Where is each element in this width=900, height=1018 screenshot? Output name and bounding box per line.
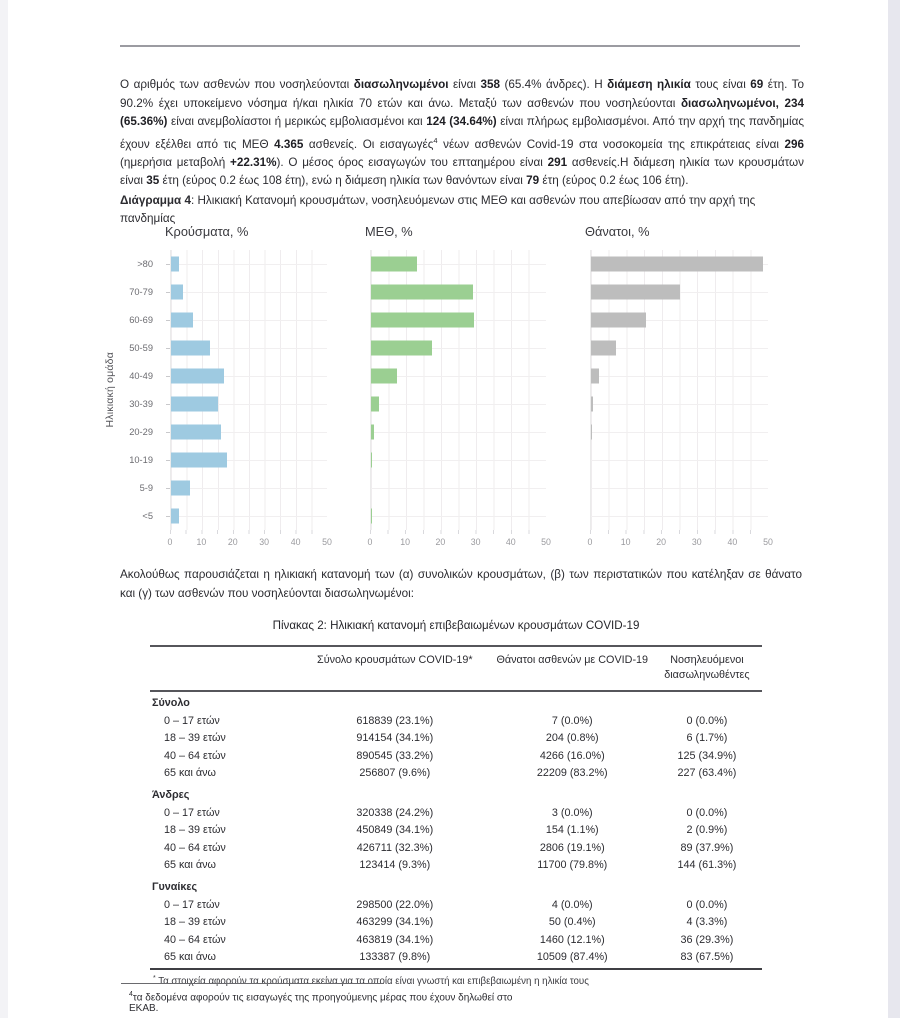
footnote-text: $^4$τα δεδομένα αφορούν τις εισαγωγές της προηγούμενης μέρας που έχουν δηλωθεί στο ΕΚΑΒ. (129, 991, 513, 1015)
y-tick (166, 432, 170, 433)
y-tick (166, 460, 170, 461)
y-tick (166, 348, 170, 349)
table-cell: 7 (0.0%) (551, 714, 593, 727)
chart-row (591, 390, 768, 418)
table-cell: 36 (29.3%) (680, 933, 734, 946)
bar (591, 369, 599, 384)
bar (591, 341, 616, 356)
y-tick (166, 292, 170, 293)
chart-plot (590, 250, 768, 530)
table-footnote: * Τα στοιχεία αφορούν τα κρούσματα εκείνα για τα οποία είναι γνωστή και επιβεβαιωμένη η ηλικία τους (153, 975, 589, 988)
x-tick-label: 50 (763, 537, 773, 547)
chart-row (591, 502, 768, 530)
bar (171, 425, 221, 440)
chart-row (591, 306, 768, 334)
chart-plot (170, 250, 327, 530)
table-cell: 463819 (34.1%) (356, 933, 434, 946)
table-section-label: Σύνολο (152, 697, 190, 710)
x-tick-label: 0 (167, 537, 173, 547)
table-row (150, 839, 762, 856)
y-axis-category-label: 5-9 (139, 483, 153, 493)
table-row-label: 0 – 17 ετών (164, 898, 220, 911)
table-section (150, 619, 762, 987)
table-cell: 2806 (19.1%) (539, 841, 605, 854)
chart-row (591, 446, 768, 474)
table-row-label: 65 και άνω (164, 858, 216, 871)
bar (371, 313, 474, 328)
table-cell: 125 (34.9%) (677, 749, 737, 762)
y-axis-category-label: 30-39 (129, 399, 153, 409)
table-cell: 89 (37.9%) (680, 841, 734, 854)
table-cell: 914154 (34.1%) (356, 732, 434, 745)
table-row-label: 18 – 39 ετών (164, 916, 226, 929)
table-row (150, 931, 762, 948)
y-axis-category-labels (120, 250, 160, 530)
x-tick-label: 40 (727, 537, 738, 547)
page-footnote (121, 983, 541, 1014)
table-cell: 0 (0.0%) (686, 806, 728, 819)
y-tick (166, 320, 170, 321)
x-tick-label: 30 (691, 537, 702, 547)
chart-title: Θάνατοι, % (585, 224, 650, 239)
table-cell: 0 (0.0%) (686, 898, 728, 911)
x-tick-label: 10 (620, 537, 631, 547)
table-cell: 11700 (79.8%) (537, 858, 608, 871)
table-section-label: Άνδρες (152, 789, 190, 802)
table-section-row (150, 784, 762, 804)
table-cell: 4266 (16.0%) (539, 749, 605, 762)
table-column-header: Θάνατοι ασθενών με COVID-19 (493, 646, 652, 691)
x-tick-label: 0 (367, 537, 373, 547)
chart-icu (365, 224, 551, 551)
table-cell: 227 (63.4%) (677, 766, 737, 779)
x-tick-label: 20 (227, 537, 238, 547)
table-cell: 154 (1.1%) (545, 824, 599, 837)
x-tick-label: 40 (290, 537, 301, 547)
bar (371, 257, 417, 272)
x-tick-label: 30 (259, 537, 270, 547)
diagram-caption: Διάγραμμα 4: Ηλικιακή Κατανομή κρουσμάτων, νοσηλευόμενων στις ΜΕΘ και ασθενών που απεβίωσαν από την αρχή της πανδημίας (120, 193, 756, 226)
table-cell: 144 (61.3%) (677, 858, 737, 871)
bar (371, 285, 473, 300)
table-cell: 3 (0.0%) (551, 806, 593, 819)
chart-row (591, 334, 768, 362)
x-axis-ticks (370, 530, 546, 534)
table-row (150, 856, 762, 876)
table-cell: 10509 (87.4%) (536, 950, 608, 963)
bar (171, 453, 227, 468)
bar (171, 341, 210, 356)
x-tick-label: 20 (656, 537, 667, 547)
chart-title: ΜΕΘ, % (365, 224, 413, 239)
chart-row (171, 502, 327, 530)
table-title: Πίνακας 2: Ηλικιακή κατανομή επιβεβαιωμένων κρουσμάτων COVID-19 (272, 619, 640, 632)
header-separator-line (120, 45, 800, 47)
table-cell: 2 (0.9%) (686, 824, 728, 837)
table-cell: 204 (0.8%) (545, 732, 599, 745)
x-tick-label: 10 (196, 537, 207, 547)
chart-row (171, 306, 327, 334)
table-row (150, 712, 762, 729)
chart-row (171, 334, 327, 362)
chart-row (371, 334, 546, 362)
chart-row (371, 362, 546, 390)
x-axis-tick-labels (167, 537, 332, 551)
chart-row (371, 390, 546, 418)
table-cell: 50 (0.4%) (548, 916, 596, 929)
x-tick-label: 40 (505, 537, 516, 547)
bar (591, 257, 763, 272)
age-distribution-table (150, 645, 762, 970)
table-row-label: 65 και άνω (164, 766, 216, 779)
table-cell: 426711 (32.3%) (356, 841, 433, 854)
chart-row (371, 446, 546, 474)
bar (371, 341, 432, 356)
table-row (150, 822, 762, 839)
table-column-header (150, 646, 297, 691)
bar (171, 257, 179, 272)
table-row (150, 948, 762, 969)
chart-row (171, 250, 327, 278)
table-cell: 1460 (12.1%) (539, 933, 605, 946)
table-cell: 450849 (34.1%) (356, 824, 434, 837)
bar (171, 481, 190, 496)
chart-row (371, 474, 546, 502)
table-cell: 0 (0.0%) (686, 714, 728, 727)
bar (371, 425, 374, 440)
y-axis-category-label: 50-59 (129, 343, 153, 353)
table-row-label: 40 – 64 ετών (164, 749, 226, 762)
y-axis-category-label: 70-79 (129, 287, 153, 297)
x-axis-ticks (590, 530, 768, 534)
table-cell: 133387 (9.8%) (359, 950, 431, 963)
x-axis-ticks (170, 530, 327, 534)
chart-row (171, 474, 327, 502)
bar (591, 397, 593, 412)
table-cell: 298500 (22.0%) (356, 898, 434, 911)
table-cell: 4 (3.3%) (686, 916, 728, 929)
table-column-header: Σύνολο κρουσμάτων COVID-19* (297, 646, 493, 691)
table-row-label: 65 και άνω (164, 950, 216, 963)
charts-area (104, 224, 820, 554)
x-axis-tick-labels (587, 537, 773, 551)
bar (371, 397, 379, 412)
chart-row (591, 362, 768, 390)
bar (171, 397, 218, 412)
chart-title: Κρούσματα, % (165, 224, 249, 239)
y-axis-category-label: <5 (142, 511, 153, 521)
chart-row (371, 278, 546, 306)
table-cell: 22209 (83.2%) (536, 766, 608, 779)
intro-text-block (120, 76, 804, 229)
table-row-label: 0 – 17 ετών (164, 806, 220, 819)
chart-row (371, 250, 546, 278)
chart-row (171, 362, 327, 390)
chart-row (591, 250, 768, 278)
table-section-label: Γυναίκες (152, 881, 198, 894)
y-axis-title: Ηλικιακή ομάδα (104, 352, 116, 428)
table-row-label: 40 – 64 ετών (164, 841, 226, 854)
page-right-edge-shade (888, 0, 900, 1018)
table-row (150, 896, 762, 913)
y-axis-category-label: 10-19 (129, 455, 153, 465)
bar (591, 285, 680, 300)
middle-paragraph: Ακολούθως παρουσιάζεται η ηλικιακή κατανομή των (α) συνολικών κρουσμάτων, (β) των περιστατικών που κατέληξαν σε θάνατο και (γ) των ασθενών που νοσηλεύονται διασωληνωμένοι: (120, 568, 802, 600)
y-tick (166, 516, 170, 517)
chart-row (171, 278, 327, 306)
table-header-row (150, 646, 762, 691)
chart-row (591, 418, 768, 446)
table-cell: 618839 (23.1%) (356, 714, 434, 727)
chart-row (171, 446, 327, 474)
chart-row (591, 278, 768, 306)
table-row (150, 730, 762, 747)
table-row (150, 764, 762, 784)
y-axis-category-label: 60-69 (129, 315, 153, 325)
bar (171, 313, 193, 328)
intro-paragraph: Ο αριθμός των ασθενών που νοσηλεύονται διασωληνωμένοι είναι 358 (65.4% άνδρες). Η διάμεση ηλικία τους είναι 69 έτη. Το 90.2% έχει υποκείμενο νόσημα ή/και ηλικία 70 ετών και άνω. Μεταξύ των ασθενών που νοσηλεύονται διασωληνωμένοι, 234 (65.36%) είναι ανεμβολίαστοι ή μερικώς εμβολιασμένοι και 124 (34.64%) είναι πλήρως εμβολιασμένοι. Από την αρχή της πανδημίας έχουν εξέλθει από τις ΜΕΘ 4.365 ασθενείς. Οι εισαγωγές$^4$ νέων ασθενών Covid-19 στα νοσοκομεία της επικράτειας είναι 296 (ημερήσια μεταβολή +22.31%). Ο μέσος όρος εισαγωγών του επταημέρου είναι 291 ασθενείς.Η διάμεση ηλικία των κρουσμάτων είναι 35 έτη (εύρος 0.2 έως 108 έτη), ενώ η διάμεση ηλικία των θανόντων είναι 79 έτη (εύρος 0.2 έως 106 έτη). (120, 78, 804, 188)
table-cell: 4 (0.0%) (551, 898, 593, 911)
table-section-row (150, 691, 762, 712)
chart-plot (370, 250, 546, 530)
y-axis-category-label: 40-49 (129, 371, 153, 381)
x-tick-label: 50 (541, 537, 551, 547)
chart-row (591, 474, 768, 502)
table-row-label: 18 – 39 ετών (164, 732, 226, 745)
bar (371, 369, 397, 384)
y-tick (166, 264, 170, 265)
table-cell: 123414 (9.3%) (359, 858, 431, 871)
chart-row (371, 502, 546, 530)
x-tick-label: 0 (587, 537, 593, 547)
chart-row (371, 418, 546, 446)
chart-deaths (585, 224, 773, 551)
page-left-edge-shade (0, 0, 8, 1018)
table-cell: 463299 (34.1%) (356, 916, 434, 929)
table-row (150, 914, 762, 931)
table-cell: 320338 (24.2%) (356, 806, 434, 819)
bar (171, 285, 183, 300)
chart-row (371, 306, 546, 334)
bar (171, 369, 224, 384)
footnote-separator-line (121, 983, 384, 984)
x-tick-label: 20 (435, 537, 446, 547)
table-cell: 6 (1.7%) (686, 732, 728, 745)
bar (591, 313, 646, 328)
y-tick (166, 376, 170, 377)
chart-cases (165, 224, 332, 551)
chart-row (171, 390, 327, 418)
y-axis-category-label: >80 (137, 259, 153, 269)
x-axis-tick-labels (367, 537, 551, 551)
y-tick (166, 404, 170, 405)
table-cell: 890545 (33.2%) (356, 749, 434, 762)
table-cell: 83 (67.5%) (680, 950, 734, 963)
table-row (150, 804, 762, 821)
table-row-label: 0 – 17 ετών (164, 714, 220, 727)
table-section-row (150, 876, 762, 896)
bar (371, 453, 372, 468)
bar (171, 509, 179, 524)
y-axis-category-label: 20-29 (129, 427, 153, 437)
y-tick (166, 488, 170, 489)
chart-row (171, 418, 327, 446)
bar (591, 425, 592, 440)
table-column-header: Νοσηλευόμενοι διασωληνωθέντες (652, 646, 762, 691)
table-row-label: 40 – 64 ετών (164, 933, 226, 946)
table-cell: 256807 (9.6%) (359, 766, 431, 779)
table-row-label: 18 – 39 ετών (164, 824, 226, 837)
bar (371, 509, 372, 524)
x-tick-label: 10 (400, 537, 411, 547)
table-row (150, 747, 762, 764)
x-tick-label: 50 (322, 537, 332, 547)
x-tick-label: 30 (470, 537, 481, 547)
